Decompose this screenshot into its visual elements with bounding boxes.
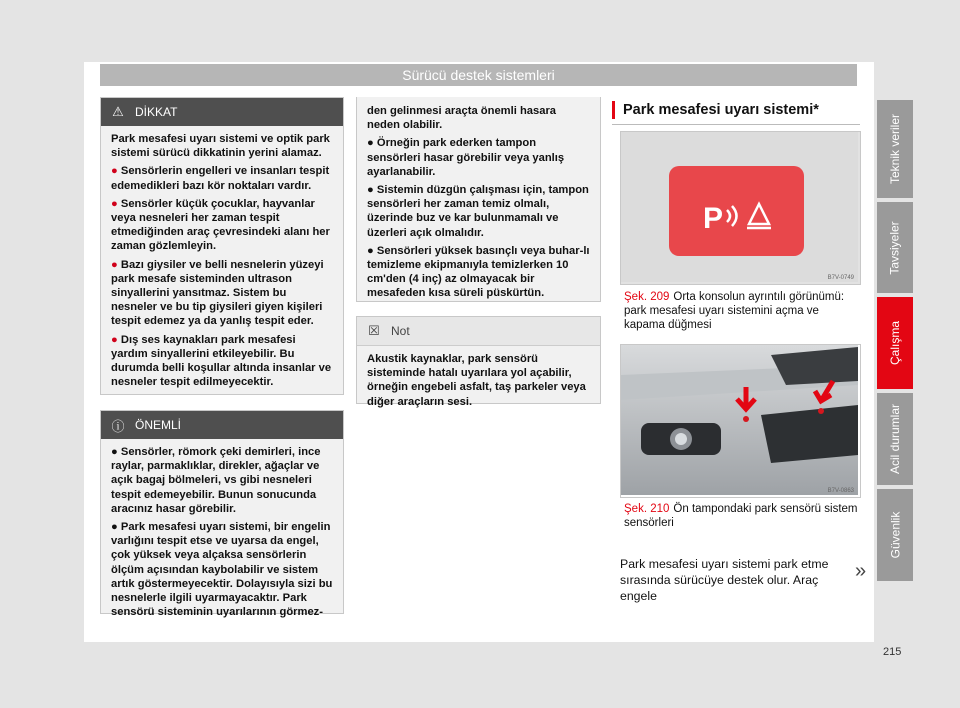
figure-code: B7V-0749	[827, 275, 854, 281]
important-box	[100, 410, 344, 619]
page-number: 215	[883, 646, 902, 658]
important-body	[101, 439, 343, 627]
list-item: ● Bazı giysiler ve belli nesnelerin yüzeyi park mesafe sisteminden ultrason sinyallerini yansıtmaz. Sistem bu nesneler ve bu tip giysileri giyen kişileri tespit edemez ya da yanlış tespit eder.	[111, 258, 324, 328]
sensor-dot	[743, 416, 749, 422]
tab-guvenlik[interactable]: Güvenlik	[877, 489, 913, 581]
bumper-sensors-image	[621, 345, 858, 495]
park-button-image	[621, 132, 858, 282]
note-title: Not	[391, 324, 410, 338]
continue-arrow-icon: »	[855, 560, 867, 582]
tab-calisma[interactable]: Çalışma	[877, 297, 913, 389]
figure-210	[620, 344, 861, 498]
warning-box	[100, 97, 344, 395]
note-header	[357, 317, 600, 346]
continued-intro: den gelinmesi araçta önemli hasara neden olabilir.	[367, 105, 557, 132]
tab-tavsiyeler[interactable]: Tavsiyeler	[877, 202, 913, 293]
list-item: ● Sensörlerin engelleri ve insanları tespit edemedikleri bazı kör noktaları vardır.	[111, 165, 330, 192]
important-title: ÖNEMLİ	[135, 418, 182, 432]
figure-label: Şek. 209	[624, 291, 670, 303]
tab-acil-durumlar[interactable]: Acil durumlar	[877, 393, 913, 485]
list-item: ● Park mesafesi uyarı sistemi, bir engelin varlığını tespit etse ve uyarsa da engel, çok yüksek veya alçaksa sensörlerin ölçüm açısından kaybolabilir ve sistem artık göstermeyecektir. Dolayısıyla sizi bu nesnelerle ilgili uyarmayacaktır. Park sensörü sisteminin uyarılarının görmez-	[111, 521, 333, 619]
warning-header	[101, 98, 343, 126]
list-item: ● Örneğin park ederken tampon sensörleri hasar görebilir veya yanlış ayarlanabilir.	[367, 137, 565, 178]
tab-teknik-veriler[interactable]: Teknik veriler	[877, 100, 913, 198]
list-item: ● Dış ses kaynakları park mesafesi yardım sinyallerini etkileyebilir. Bu durumda belli koşullar altında insanlar ve nesneler tespit edilmeyecektir.	[111, 333, 332, 389]
warning-body	[101, 126, 343, 401]
lower-grille	[761, 405, 858, 463]
note-icon: ☒	[368, 323, 380, 338]
parking-p-icon: P	[703, 202, 724, 235]
warning-triangle-icon: ⚠	[112, 104, 124, 119]
body-paragraph: Park mesafesi uyarı sistemi park etme sırasında sürücüye destek olur. Araç engele	[620, 557, 829, 603]
list-item: ● Sistemin düzgün çalışması için, tampon sensörleri her zaman temiz olmalı, üzerinde buz ve kar bulunmamalı ve üzerleri açık olmalıdır.	[367, 184, 589, 239]
list-item: ● Sensörler, römork çeki demirleri, ince raylar, parmaklıklar, direkler, ağaçlar ve açık bagaj bölmeleri, vs gibi nesneleri tespit edemeyebilir. Bunun sonucunda aracınız hasar görebilir.	[111, 446, 321, 515]
figure-209-caption: Şek. 209 Orta konsolun ayrıntılı görünümü: park mesafesi uyarı sistemini açma ve kapama düğmesi	[624, 291, 845, 331]
continued-body	[357, 97, 600, 313]
figure-code: B7V-0863	[827, 488, 854, 494]
list-item: ● Sensörleri yüksek basınçlı veya buhar-lı temizleme ekipmanıyla temizlerken 10 cm'den (4 inç) az olmayacak bir mesafeden kısa süreli püskürtün.	[367, 244, 590, 300]
figure-label: Şek. 210	[624, 503, 670, 515]
warning-intro: Park mesafesi uyarı sistemi ve optik park sistemi sürücü dikkatinin yerini alamaz.	[111, 133, 330, 160]
list-item: ● Sensörler küçük çocuklar, hayvanlar veya nesneleri her zaman tespit etmediğinden araç çevresindeki alanı her zaman gözlemleyin.	[111, 197, 330, 253]
note-text: Akustik kaynaklar, park sensörü sisteminde hatalı uyarılara yol açabilir, örneğin engebeli asfalt, taş parkeler veya diğer araçların sesi.	[367, 353, 586, 408]
page-header: Sürücü destek sistemleri	[100, 64, 857, 86]
figure-209	[620, 131, 861, 285]
sensor-dot	[818, 408, 824, 414]
info-circle-icon: ⓘ	[111, 418, 125, 434]
section-title: Park mesafesi uyarı sistemi*	[612, 96, 860, 125]
figure-210-caption: Şek. 210 Ön tampondaki park sensörü sistem sensörleri	[624, 503, 858, 529]
note-body	[357, 346, 600, 417]
note-box	[356, 316, 601, 408]
warning-title: DİKKAT	[135, 105, 178, 119]
important-header	[101, 411, 343, 439]
section-accent-bar	[612, 101, 615, 119]
important-continued	[356, 97, 601, 302]
